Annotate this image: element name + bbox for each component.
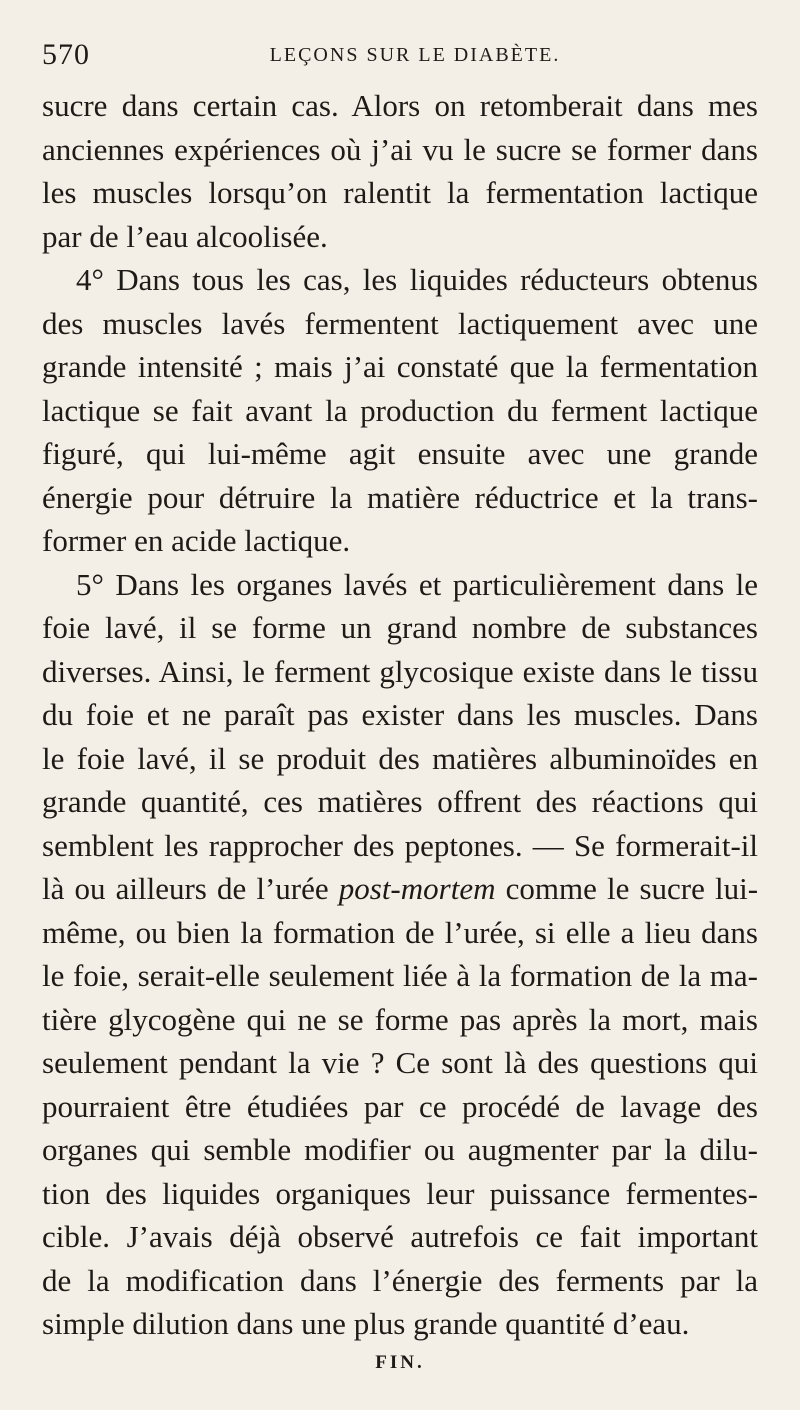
text-line: semblent les rapprocher des peptones. — Se formerait-il [42, 827, 758, 863]
page-header [42, 28, 758, 78]
text-line: lactique se fait avant la production du ferment lactique [42, 392, 758, 428]
text-line: de la modification dans l’énergie des ferments par la [42, 1262, 758, 1298]
text-line: pourraient être étudiées par ce procédé de lavage des [42, 1088, 758, 1124]
text-line: former en acide lactique. [42, 523, 351, 558]
text-line: diverses. Ainsi, le ferment glycosique existe dans le tissu [42, 653, 758, 689]
text-line: grande quantité, ces matières offrent des réactions qui [42, 784, 758, 819]
text-line: foie lavé, il se forme un grand nombre de substances [42, 610, 758, 645]
text-line: seulement pendant la vie ? Ce sont là des questions qui [42, 1045, 758, 1080]
text-line-mixed [42, 867, 758, 911]
page-number: 570 [42, 38, 90, 71]
text-line: le foie lavé, il se produit des matières albuminoïdes en [42, 740, 758, 776]
text-line: du foie et ne paraît pas exister dans les muscles. Dans [42, 697, 758, 732]
text-line: simple dilution dans une plus grande quantité d’eau. [42, 1306, 690, 1341]
text-segment: comme le sucre lui- [505, 871, 759, 906]
italic-phrase: post-mortem [338, 871, 496, 906]
text-line: sucre dans certain cas. Alors on retomberait dans mes [42, 88, 758, 123]
text-line: tière glycogène qui ne se forme pas après la mort, mais [42, 1001, 758, 1037]
text-line: cible. J’avais déjà observé autrefois ce fait important [42, 1219, 758, 1254]
text-segment: là ou ailleurs de l’urée [42, 871, 329, 906]
text-line: le foie, serait-elle seulement liée à la formation de la ma- [42, 958, 758, 993]
text-line: 4° Dans tous les cas, les liquides réducteurs obtenus [76, 262, 758, 297]
text-line: par de l’eau alcoolisée. [42, 218, 328, 254]
end-mark: FIN. [375, 1352, 425, 1373]
text-line: même, ou bien la formation de l’urée, si elle a lieu dans [42, 914, 758, 950]
text-line: anciennes expériences où j’ai vu le sucre se former dans [42, 131, 758, 167]
text-line: grande intensité ; mais j’ai constaté que la fermentation [42, 349, 758, 384]
text-line: organes qui semble modifier ou augmenter par la dilu- [42, 1132, 758, 1167]
text-line: figuré, qui lui-même agit ensuite avec une grande [42, 436, 758, 471]
body-text [42, 84, 758, 1346]
text-line: énergie pour détruire la matière réductrice et la trans- [42, 479, 758, 515]
text-line: tion des liquides organiques leur puissance fermentes- [42, 1175, 758, 1211]
text-line: des muscles lavés fermentent lactiquement avec une [42, 305, 758, 341]
text-line: les muscles lorsqu’on ralentit la fermentation lactique [42, 175, 758, 210]
running-head: LEÇONS SUR LE DIABÈTE. [269, 44, 561, 66]
text-line: 5° Dans les organes lavés et particulièrement dans le [76, 566, 758, 602]
